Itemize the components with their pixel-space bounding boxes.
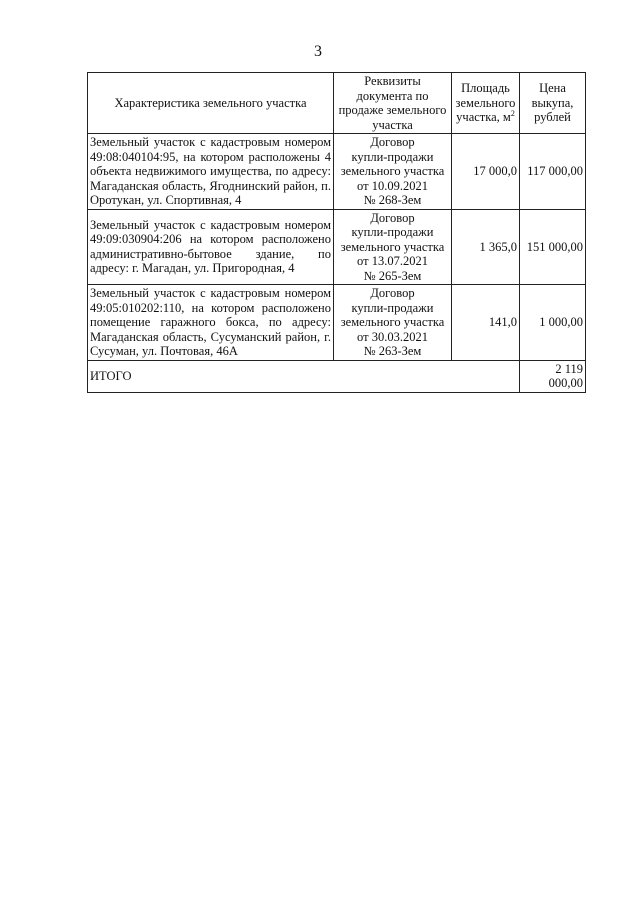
total-label: ИТОГО (88, 360, 520, 392)
doc-date: от 30.03.2021 (357, 329, 428, 344)
header-area-label: Площадь земельного участка, м (455, 81, 516, 125)
row-description: Земельный участок с кадастровым номером 49:05:010202:110, на котором расположено помещение гаражного бокса, по адресу: Магаданская область, Сусуманский район, г. Сусуман, ул. Почтовая, 46А (88, 285, 334, 361)
header-price: Цена выкупа, рублей (520, 73, 586, 134)
table-total-row (88, 360, 586, 392)
row-area: 17 000,0 (452, 134, 520, 210)
row-document (334, 134, 452, 210)
doc-title: Договор (370, 135, 415, 149)
doc-number: № 268-Зем (363, 193, 422, 207)
page-number: 3 (314, 43, 322, 60)
row-price: 151 000,00 (520, 209, 586, 285)
header-area (452, 73, 520, 134)
doc-number: № 265-Зем (363, 268, 422, 283)
doc-type: купли-продажи (351, 149, 434, 164)
row-area: 1 365,0 (452, 209, 520, 285)
row-price: 1 000,00 (520, 285, 586, 361)
table-header-row (88, 73, 586, 134)
row-document (334, 285, 452, 361)
table-row (88, 134, 586, 210)
total-value: 2 119 000,00 (520, 360, 586, 392)
row-description: Земельный участок с кадастровым номером 49:08:040104:95, на котором расположены 4 объекта недвижимого имущества, по адресу: Магаданская область, Ягоднинский район, п. Оротукан, ул. Спортивная, 4 (88, 134, 334, 210)
row-description: Земельный участок с кадастровым номером 49:09:030904:206 на котором расположено административно-бытовое здание, по адресу: г. Магадан, ул. Пригородная, 4 (88, 209, 334, 285)
row-area: 141,0 (452, 285, 520, 361)
doc-number: № 263-Зем (363, 344, 422, 358)
doc-type: купли-продажи (351, 300, 434, 315)
doc-subject: земельного участка (340, 239, 445, 254)
header-document: Реквизиты документа по продаже земельного участка (334, 73, 452, 134)
doc-subject: земельного участка (340, 164, 445, 178)
doc-title: Договор (370, 210, 415, 225)
doc-type: купли-продажи (351, 225, 434, 239)
doc-subject: земельного участка (340, 315, 445, 329)
doc-date: от 10.09.2021 (357, 178, 428, 193)
header-area-unit-sup: 2 (510, 109, 515, 119)
table-row (88, 285, 586, 361)
table-row (88, 209, 586, 285)
header-description: Характеристика земельного участка (88, 73, 334, 134)
doc-date: от 13.07.2021 (357, 254, 428, 268)
land-sale-table (87, 72, 586, 393)
row-price: 117 000,00 (520, 134, 586, 210)
doc-title: Договор (370, 286, 415, 300)
row-document (334, 209, 452, 285)
